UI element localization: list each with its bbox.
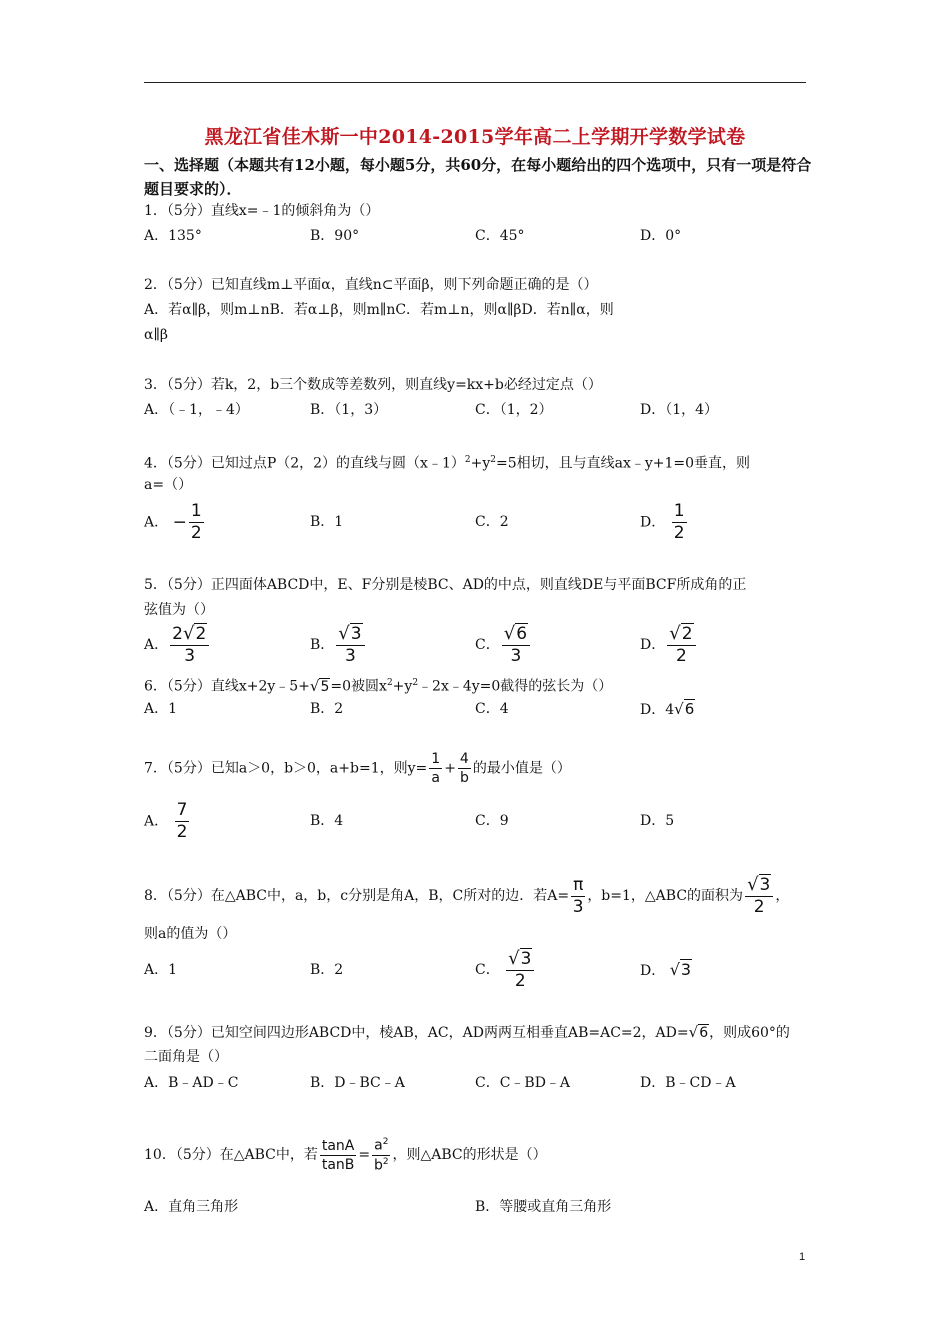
q3-option-d: D．（1，4） [640, 402, 719, 418]
q3-stem: 3．（5分）若k，2，b三个数成等差数列，则直线y=kx+b必经过定点（） [144, 377, 602, 393]
q1-option-c: C．45° [475, 228, 525, 244]
q3-option-b: B．（1，3） [310, 402, 388, 418]
q2-options: A．若α∥β，则m⊥nB．若α⊥β，则m∥nC．若m⊥n，则α∥βD．若n∥α，则 [144, 302, 614, 318]
q3-option-c: C．（1，2） [475, 402, 553, 418]
q9-option-b: B．D﹣BC﹣A [310, 1075, 405, 1091]
q10-option-a: A．直角三角形 [144, 1199, 239, 1215]
q2-stem: 2．（5分）已知直线m⊥平面α，直线n⊂平面β，则下列命题正确的是（） [144, 277, 598, 293]
q4-option-c: C．2 [475, 514, 509, 530]
q4-option-a: A． − $\frac{1}{2}$ [144, 501, 202, 543]
q1-option-b: B．90° [310, 228, 360, 244]
q6-option-a: A．1 [144, 701, 178, 717]
q5-stem: 5．（5分）正四面体ABCD中，E、F分别是棱BC、AD的中点，则直线DE与平面BCF所成角的正 [144, 577, 747, 593]
q9-option-c: C．C﹣BD﹣A [475, 1075, 571, 1091]
q3-option-a: A．（﹣1，﹣4） [144, 402, 249, 418]
q10-stem: 10．（5分）在△ABC中，若 $\frac{\tan A}{\tan B}$ = $\frac{a^2}{b^2}$ ，则△ABC的形状是（） [144, 1137, 547, 1174]
q6-option-b: B．2 [310, 701, 344, 717]
q8-option-c: C． $\frac{√3}{2}$ [475, 950, 536, 990]
q8-option-d: D． √3 [640, 960, 692, 979]
page-number: 1 [799, 1251, 806, 1263]
q2-options-continued: α∥β [144, 327, 169, 343]
q1-option-a: A．135° [144, 228, 202, 244]
q8-option-b: B．2 [310, 962, 344, 978]
exam-title: 黑龙江省佳木斯一中2014-2015学年高二上学期开学数学试卷 [204, 126, 746, 148]
q4-stem-continued: a=（） [144, 477, 193, 493]
q4-option-b: B．1 [310, 514, 344, 530]
q6-option-d: D．4√6 [640, 700, 695, 718]
q4-stem: 4．（5分）已知过点P（2，2）的直线与圆$(x﹣1)^2+y^2=5$相切，且与直线ax﹣y+1=0垂直，则 [144, 455, 751, 472]
q9-option-d: D．B﹣CD﹣A [640, 1075, 736, 1091]
q7-option-d: D．5 [640, 813, 675, 829]
q8-stem: 8．（5分）在△ABC中，a，b，c分别是角A，B，C所对的边．若A= $\frac{\pi}{3}$ ，b=1，△ABC的面积为 $\frac{√3}{2}$ ， [144, 874, 790, 917]
q5-option-a: A． $\frac{2√2}{3}$ [144, 625, 211, 665]
q7-option-c: C．9 [475, 813, 509, 829]
q1-option-d: D．0° [640, 228, 682, 244]
q4-option-d: D． $\frac{1}{2}$ [640, 501, 685, 543]
q1-stem: 1．（5分）直线x=﹣1的倾斜角为（） [144, 203, 380, 219]
q6-stem: 6．（5分）直线x+2y﹣5+√5=0被圆$x^2+y^2﹣2x﹣4y=0$截得的弦长为（） [144, 676, 613, 695]
q9-option-a: A．B﹣AD﹣C [144, 1075, 239, 1091]
section-heading: 一、选择题（本题共有12小题，每小题5分，共60分，在每小题给出的四个选项中，只有一项是符合题目要求的）． [144, 156, 812, 198]
q9-stem: 9．（5分）已知空间四边形ABCD中，棱AB，AC，AD两两互相垂直AB=AC=2，AD=√6，则成60°的 [144, 1023, 790, 1041]
q7-option-a: A． $\frac{7}{2}$ [144, 800, 188, 842]
q5-option-c: C． $\frac{√6}{3}$ [475, 625, 532, 665]
q9-stem-continued: 二面角是（） [144, 1049, 228, 1065]
q10-option-b: B．等腰或直角三角形 [475, 1199, 612, 1215]
header-rule [144, 82, 806, 83]
q6-option-c: C．4 [475, 701, 509, 717]
q5-stem-continued: 弦值为（） [144, 602, 214, 618]
q5-option-d: D． $\frac{√2}{2}$ [640, 625, 698, 665]
q5-option-b: B． $\frac{√3}{3}$ [310, 625, 367, 665]
q7-stem: 7．（5分）已知a＞0，b＞0，a+b=1，则y= $\frac{1}{a}$ + $\frac{4}{b}$ 的最小值是（） [144, 751, 571, 786]
q8-option-a: A．1 [144, 962, 178, 978]
q7-option-b: B．4 [310, 813, 344, 829]
q8-stem-continued: 则a的值为（） [144, 926, 237, 942]
